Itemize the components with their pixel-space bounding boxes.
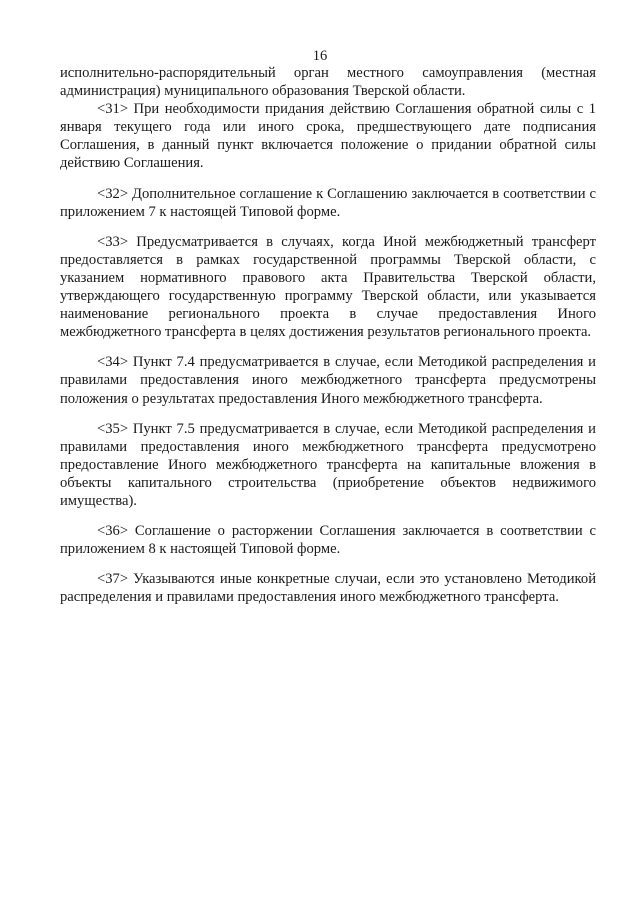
footnote-37: <37> Указываются иные конкретные случаи, если это установлено Методикой распределения и правилами предоставления иного межбюджетного трансферта. [60,571,596,606]
footnote-36: <36> Соглашение о расторжении Соглашения заключается в соответствии с приложением 8 к настоящей Типовой форме. [60,523,596,558]
footnote-35: <35> Пункт 7.5 предусматривается в случае, если Методикой распределения и правилами предоставления иного межбюджетного трансферта предусмотрено предоставление Иного межбюджетного трансферта на капитальные вложения в объекты капитального строительства (приобретение объектов недвижимого имущества). [60,420,596,509]
footnote-34: <34> Пункт 7.4 предусматривается в случае, если Методикой распределения и правилами предоставления иного межбюджетного трансферта предусмотрены положения о результатах предоставления Иного межбюджетного трансферта. [60,354,596,407]
paragraph-continuation: исполнительно-распорядительный орган местного самоуправления (местная администрация) муниципального образования Тверской области. [60,65,596,100]
footnote-31: <31> При необходимости придания действию Соглашения обратной силы с 1 января текущего года или иного срока, предшествующего дате подписания Соглашения, в данный пункт включается положение о придании обратной силы действию Соглашения. [60,101,596,172]
footnote-32: <32> Дополнительное соглашение к Соглашению заключается в соответствии с приложением 7 к настоящей Типовой форме. [60,185,596,220]
footnote-33: <33> Предусматривается в случаях, когда Иной межбюджетный трансферт предоставляется в рамках государственной программы Тверской области, с указанием нормативного правового акта Правительства Тверской области, утверждающего государственную программу Тверской области, или указывается наименование регионального проекта в случае предоставления Иного межбюджетного трансферта в целях достижения результатов регионального проекта. [60,233,596,341]
document-body [60,64,596,606]
page-number: 16 [312,48,328,64]
